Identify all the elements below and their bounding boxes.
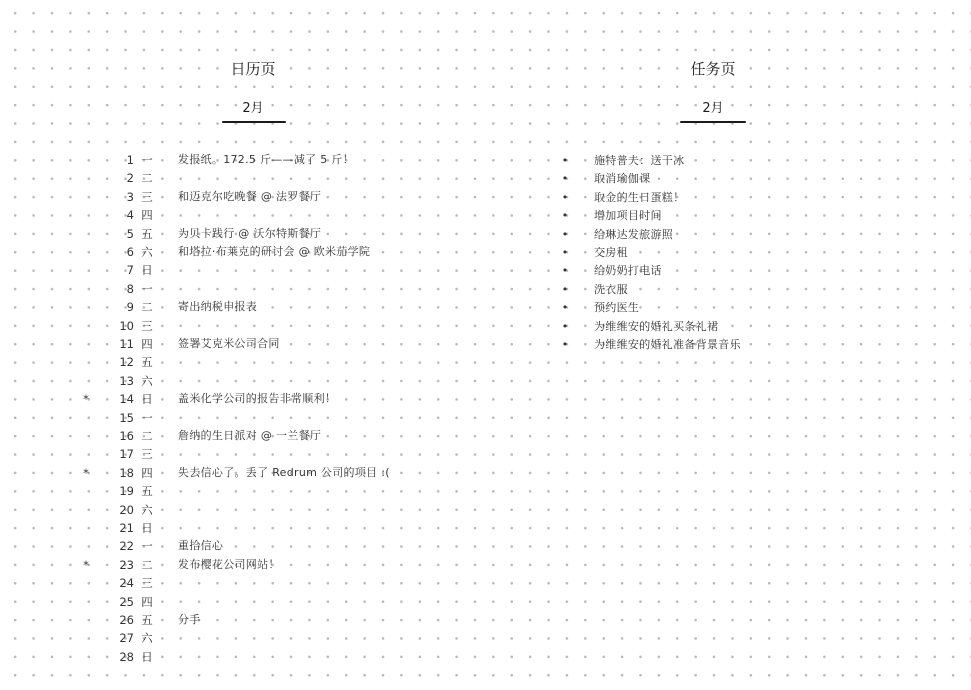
task-text: 洗衣服 — [594, 282, 628, 296]
day-weekday: 六 — [141, 373, 153, 388]
bullet-icon: • — [561, 154, 569, 167]
bullet-icon: • — [561, 227, 569, 241]
day-weekday: 二 — [141, 171, 153, 186]
day-number: 4 — [126, 208, 134, 223]
day-event: 和迈克尔吃晚餐 @ 法罗餐厅 — [178, 189, 322, 203]
day-number: 27 — [119, 631, 134, 646]
day-number: 18 — [119, 465, 134, 480]
day-star-marker: * — [83, 557, 89, 572]
day-weekday: 五 — [141, 226, 153, 241]
day-number: 11 — [119, 337, 134, 351]
task-text: 增加项目时间 — [594, 209, 662, 223]
day-event: 失去信心了。丢了 Redrum 公司的项目 :( — [178, 465, 390, 479]
day-number: 14 — [119, 392, 134, 407]
day-number: 12 — [119, 355, 134, 370]
day-number: 28 — [119, 649, 134, 664]
task-text: 施特普夫：送干冰 — [594, 154, 685, 167]
day-number: 22 — [119, 539, 134, 554]
day-number: 15 — [119, 410, 134, 425]
day-number: 24 — [119, 576, 134, 591]
bullet-icon: • — [561, 319, 569, 333]
day-number: 10 — [119, 318, 134, 333]
bullet-icon: • — [561, 209, 569, 223]
day-weekday: 日 — [141, 392, 153, 407]
task-text: 取消瑜伽课 — [594, 172, 651, 186]
day-weekday: 三 — [141, 189, 153, 204]
day-weekday: 二 — [141, 300, 153, 315]
day-number: 8 — [126, 281, 134, 296]
task-text: 预约医生 — [594, 301, 640, 315]
day-number: 21 — [119, 521, 134, 535]
day-event: 重拾信心 — [178, 539, 224, 553]
calendar-page-title: 日历页 — [230, 60, 276, 78]
day-weekday: 日 — [141, 649, 153, 664]
task-month-label: 2月 — [702, 101, 724, 116]
day-weekday: 五 — [141, 613, 153, 627]
day-event: 寄出纳税申报表 — [178, 300, 258, 314]
day-weekday: 五 — [141, 355, 153, 370]
day-number: 1 — [126, 153, 134, 167]
day-event: 发布樱花公司网站！ — [178, 557, 280, 571]
task-text: 交房租 — [594, 246, 628, 259]
bullet-icon: • — [561, 172, 569, 186]
day-number: 20 — [119, 502, 134, 517]
task-text: 取金的生日蛋糕！ — [594, 190, 685, 204]
day-weekday: 四 — [141, 465, 153, 480]
day-number: 3 — [126, 189, 134, 204]
calendar-month-label: 2月 — [242, 101, 264, 116]
day-number: 13 — [119, 373, 134, 388]
day-number: 7 — [126, 263, 134, 278]
task-text: 给奶奶打电话 — [594, 264, 662, 278]
day-event: 詹纳的生日派对 @ 一兰餐厅 — [178, 429, 322, 442]
bullet-icon: • — [561, 190, 569, 204]
task-month-underline — [680, 121, 746, 123]
task-page-title: 任务页 — [690, 60, 736, 78]
day-number: 19 — [119, 484, 134, 499]
task-text: 为维维安的婚礼准备背景音乐 — [594, 338, 741, 351]
day-event: 为贝卡践行 @ 沃尔特斯餐厅 — [178, 226, 322, 240]
day-number: 5 — [126, 226, 134, 241]
day-event: 签署艾克米公司合同 — [178, 337, 280, 350]
task-text: 为维维安的婚礼买条礼裙 — [594, 319, 719, 333]
day-weekday: 六 — [141, 631, 153, 646]
day-weekday: 二 — [141, 429, 153, 443]
day-number: 6 — [126, 245, 134, 259]
bullet-icon: • — [561, 264, 569, 278]
day-weekday: 六 — [141, 245, 153, 259]
day-weekday: 四 — [141, 594, 153, 609]
bullet-icon: • — [561, 282, 569, 296]
day-number: 16 — [119, 429, 134, 443]
day-number: 23 — [119, 557, 134, 572]
day-weekday: 一 — [141, 539, 153, 554]
bullet-icon: • — [561, 301, 569, 315]
day-event: 发报纸。172.5 斤——减了 5 斤！ — [178, 153, 354, 166]
bullet-icon: • — [561, 338, 569, 351]
day-number: 17 — [119, 447, 134, 462]
day-weekday: 日 — [141, 263, 153, 278]
day-weekday: 三 — [141, 576, 153, 591]
day-event: 分手 — [178, 613, 201, 626]
task-text: 给琳达发旅游照 — [594, 227, 674, 241]
day-weekday: 日 — [141, 521, 153, 535]
day-event: 盖米化学公司的报告非常顺利！ — [178, 392, 337, 406]
day-weekday: 一 — [141, 281, 153, 296]
day-star-marker: * — [83, 465, 89, 480]
day-event: 和塔拉·布莱克的研讨会 @ 欧米茄学院 — [178, 245, 371, 258]
calendar-month-underline — [222, 121, 286, 123]
day-weekday: 一 — [141, 153, 153, 167]
day-number: 26 — [119, 613, 134, 627]
day-weekday: 五 — [141, 484, 153, 499]
day-weekday: 四 — [141, 208, 153, 223]
bullet-icon: • — [561, 246, 569, 259]
day-weekday: 四 — [141, 337, 153, 351]
day-number: 9 — [126, 300, 134, 315]
day-number: 25 — [119, 594, 134, 609]
day-star-marker: * — [83, 392, 89, 407]
day-number: 2 — [126, 171, 134, 186]
day-weekday: 二 — [141, 557, 153, 572]
day-weekday: 三 — [141, 447, 153, 462]
day-weekday: 六 — [141, 502, 153, 517]
day-weekday: 一 — [141, 410, 153, 425]
day-weekday: 三 — [141, 318, 153, 333]
